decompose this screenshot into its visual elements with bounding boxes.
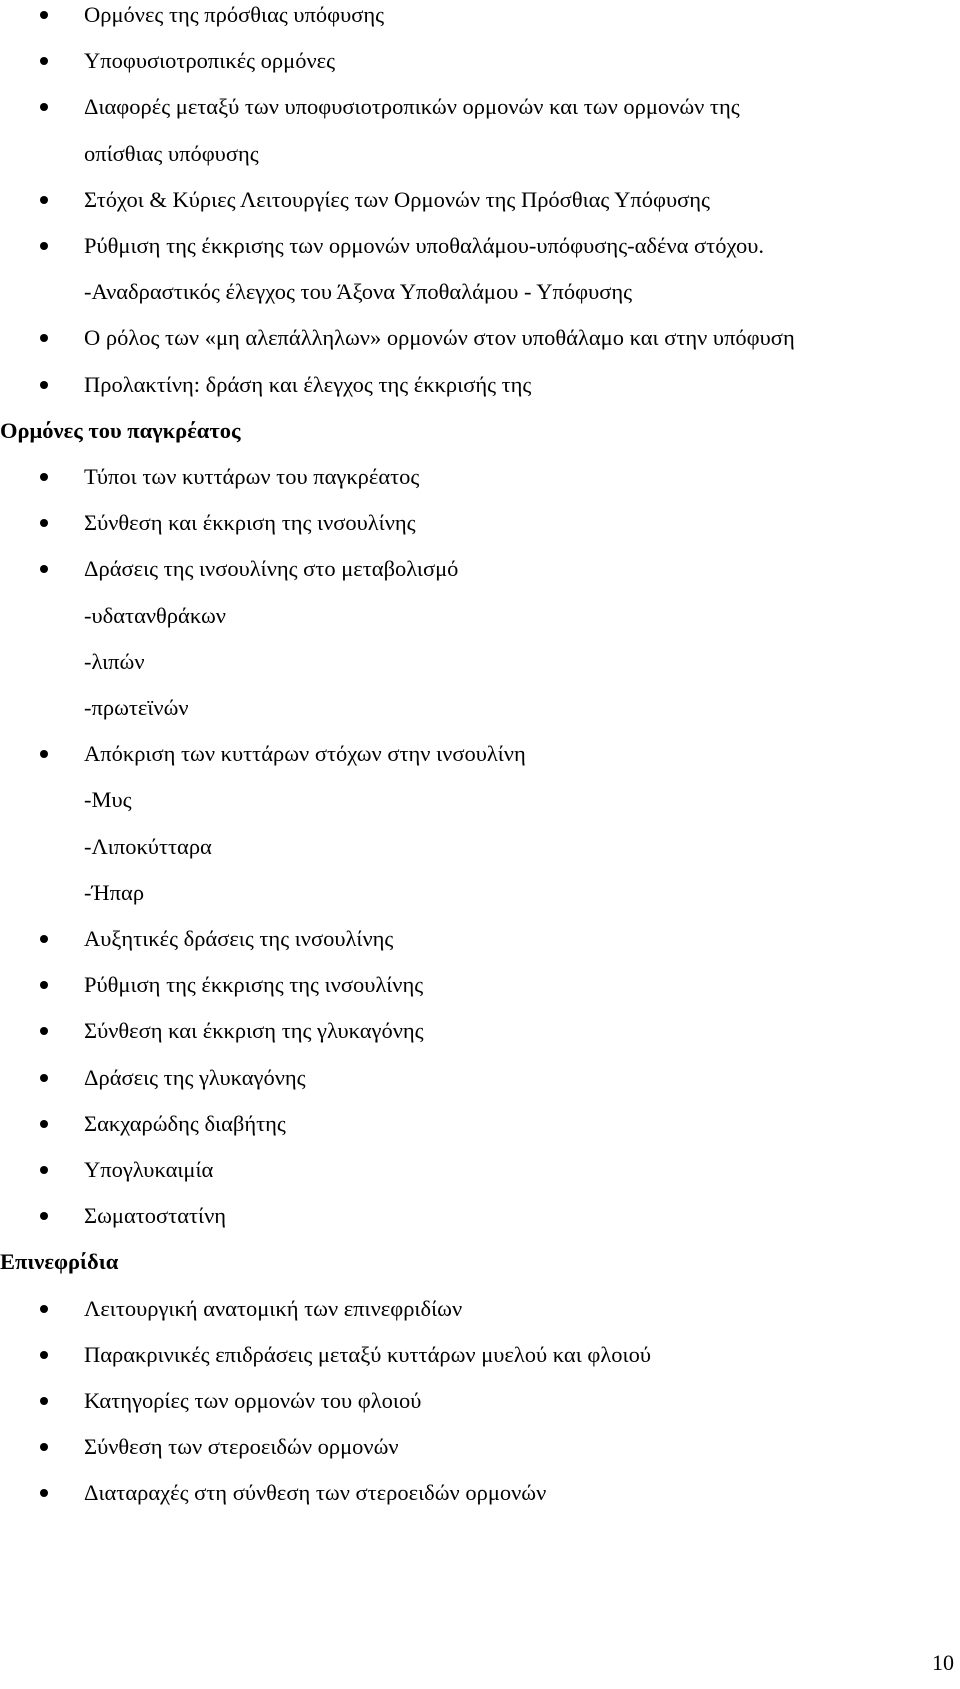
item-text: -υδατανθράκων bbox=[84, 602, 226, 628]
bullet-icon bbox=[40, 381, 48, 389]
bullet-icon bbox=[40, 1212, 48, 1220]
item-text: Ρύθμιση της έκκρισης των ορμονών υποθαλάμου-υπόφυσης-αδένα στόχου. bbox=[84, 233, 764, 258]
bullet-icon bbox=[40, 196, 48, 204]
item-text: Αυξητικές δράσεις της ινσουλίνης bbox=[84, 926, 394, 951]
bullet-icon bbox=[40, 519, 48, 527]
item-text: Σύνθεση των στεροειδών ορμονών bbox=[84, 1434, 399, 1460]
item-text: Τύποι των κυττάρων του παγκρέατος bbox=[84, 464, 420, 489]
bullet-icon bbox=[40, 981, 48, 989]
bullet-icon bbox=[40, 935, 48, 943]
item-text: -Αναδραστικός έλεγχος του Άξονα Υποθαλάμου - Υπόφυσης bbox=[84, 279, 633, 305]
item-text: Ρύθμιση της έκκρισης της ινσουλίνης bbox=[84, 972, 424, 998]
item-text: Κατηγορίες των ορμονών του φλοιού bbox=[84, 1388, 422, 1413]
bullet-icon bbox=[40, 103, 48, 111]
bullet-icon bbox=[40, 1166, 48, 1174]
bullet-icon bbox=[40, 242, 48, 250]
item-text: Ο ρόλος των «μη αλεπάλληλων» ορμονών στον υποθάλαμο και στην υπόφυση bbox=[84, 325, 795, 351]
item-text: Στόχοι & Κύριες Λειτουργίες των Ορμονών της Πρόσθιας Υπόφυσης bbox=[84, 186, 710, 212]
item-text: Σακχαρώδης διαβήτης bbox=[84, 1110, 286, 1136]
heading-text: Ορμόνες του παγκρέατος bbox=[0, 417, 241, 443]
page-number: 10 bbox=[932, 1650, 954, 1675]
item-text: Απόκριση των κυττάρων στόχων στην ινσουλίνη bbox=[84, 741, 526, 767]
heading-text: Επινεφρίδια bbox=[0, 1249, 119, 1275]
bullet-icon bbox=[40, 1120, 48, 1128]
item-text: -Μυς bbox=[84, 787, 132, 813]
item-text: Σύνθεση και έκκριση της γλυκαγόνης bbox=[84, 1018, 424, 1044]
item-text: Ορμόνες της πρόσθιας υπόφυσης bbox=[84, 2, 385, 27]
bullet-icon bbox=[40, 1305, 48, 1313]
bullet-icon bbox=[40, 1397, 48, 1405]
bullet-icon bbox=[40, 1489, 48, 1497]
item-text: οπίσθιας υπόφυσης bbox=[84, 140, 259, 166]
item-text: Δράσεις της γλυκαγόνης bbox=[84, 1064, 306, 1090]
bullet-icon bbox=[40, 57, 48, 65]
bullet-icon bbox=[40, 750, 48, 758]
item-text: -πρωτεϊνών bbox=[84, 695, 189, 720]
item-text: Υπογλυκαιμία bbox=[84, 1157, 214, 1182]
item-text: Προλακτίνη: δράση και έλεγχος της έκκρισής της bbox=[84, 371, 532, 397]
item-text: Διαταραχές στη σύνθεση των στεροειδών ορμονών bbox=[84, 1480, 547, 1506]
item-text: Υποφυσιοτροπικές ορμόνες bbox=[84, 48, 335, 74]
item-text: -Λιποκύτταρα bbox=[84, 833, 212, 859]
item-text: Διαφορές μεταξύ των υποφυσιοτροπικών ορμονών και των ορμονών της bbox=[84, 94, 740, 120]
item-text: -λιπών bbox=[84, 648, 145, 674]
item-text: Σύνθεση και έκκριση της ινσουλίνης bbox=[84, 510, 416, 536]
bullet-icon bbox=[40, 565, 48, 573]
item-text: Λειτουργική ανατομική των επινεφριδίων bbox=[84, 1295, 463, 1321]
item-text: -Ήπαρ bbox=[84, 879, 145, 905]
bullet-icon bbox=[40, 1027, 48, 1035]
item-text: Σωματοστατίνη bbox=[84, 1203, 227, 1229]
bullet-icon bbox=[40, 1443, 48, 1451]
bullet-icon bbox=[40, 1074, 48, 1082]
item-text: Παρακρινικές επιδράσεις μεταξύ κυττάρων μυελού και φλοιού bbox=[84, 1341, 651, 1367]
item-text: Δράσεις της ινσουλίνης στο μεταβολισμό bbox=[84, 556, 459, 582]
bullet-icon bbox=[40, 1351, 48, 1359]
bullet-icon bbox=[40, 473, 48, 481]
bullet-icon bbox=[40, 334, 48, 342]
bullet-icon bbox=[40, 11, 48, 19]
